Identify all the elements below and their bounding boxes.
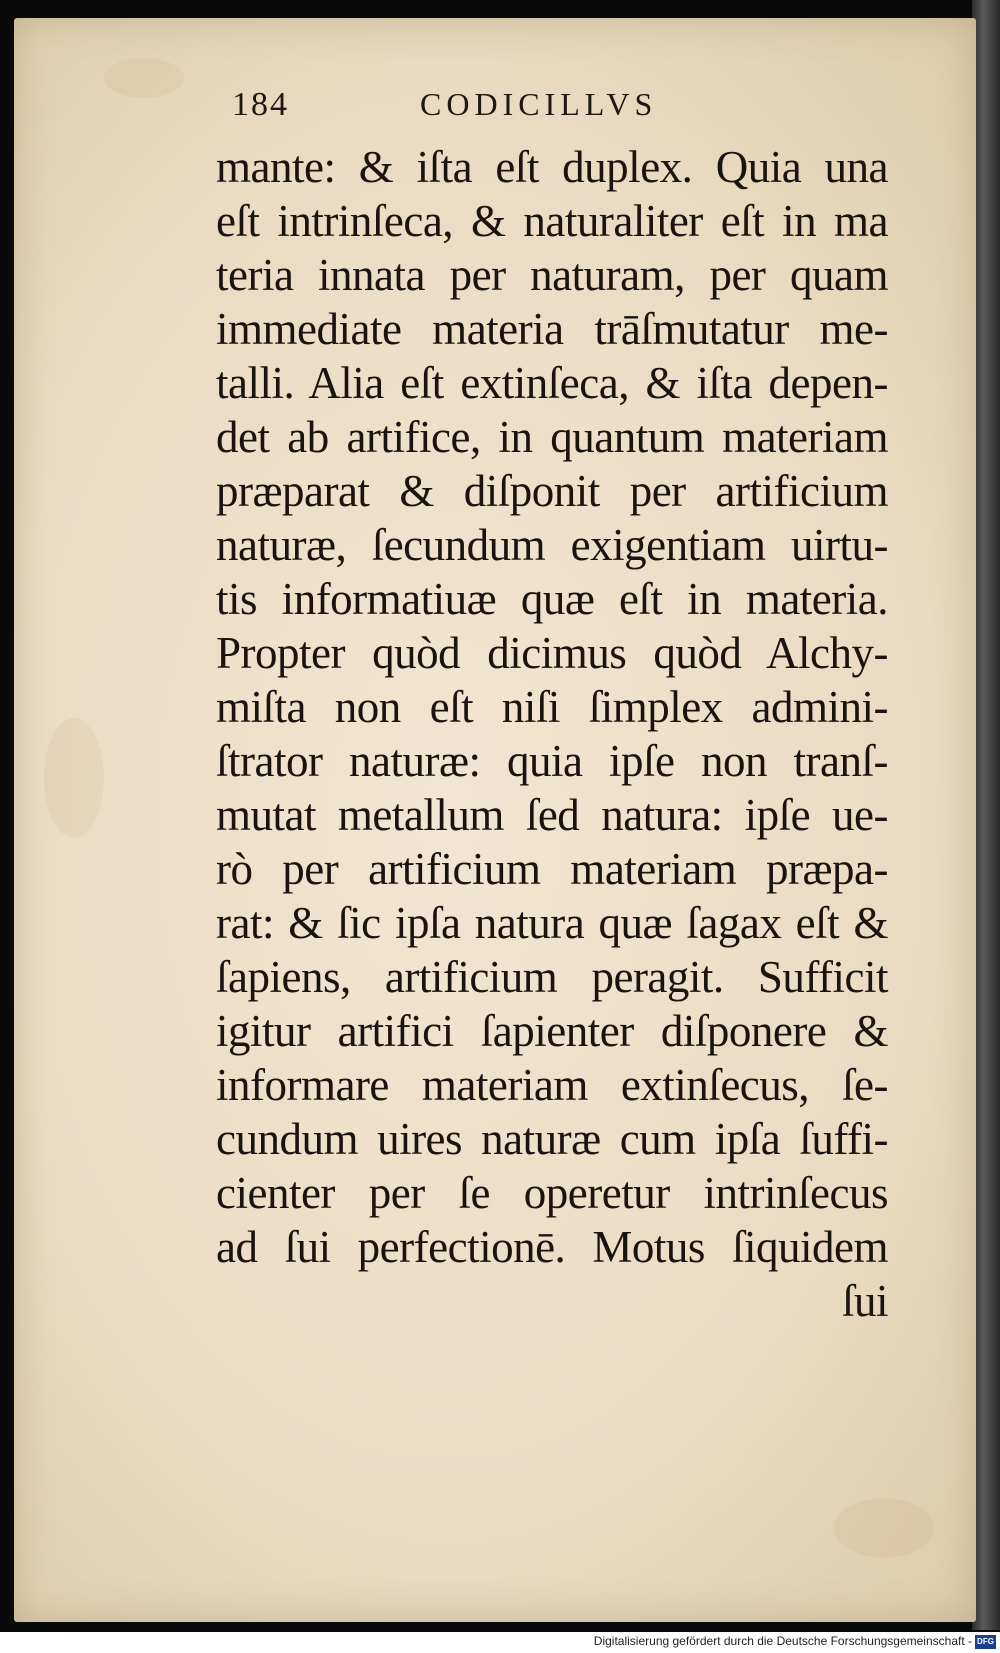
paper-stain bbox=[44, 718, 104, 838]
dfg-logo-icon: DFG bbox=[975, 1635, 996, 1649]
text-line: ad ſui perfectionē. Motus ſiquidem bbox=[216, 1222, 888, 1272]
paper-stain bbox=[834, 1498, 934, 1558]
footer-credit: Digitalisierung gefördert durch die Deutsche Forschungsgemeinschaft - bbox=[593, 1634, 972, 1648]
text-line: ſtrator naturæ: quia ipſe non tranſ- bbox=[216, 736, 888, 786]
text-line: mante: & iſta eſt duplex. Quia una bbox=[216, 142, 888, 192]
text-line: naturæ, ſecundum exigentiam uirtu- bbox=[216, 520, 888, 570]
page-header bbox=[232, 78, 932, 138]
text-line: eſt intrinſeca, & naturaliter eſt in ma bbox=[216, 196, 888, 246]
text-line: informare materiam extinſecus, ſe- bbox=[216, 1060, 888, 1110]
running-head: CODICILLVS bbox=[420, 86, 658, 122]
text-line: rat: & ſic ipſa natura quæ ſagax eſt & bbox=[216, 898, 888, 948]
text-line: ſapiens, artificium peragit. Sufficit bbox=[216, 952, 888, 1002]
text-line: cienter per ſe operetur intrinſecus bbox=[216, 1168, 888, 1218]
text-line: rò per artificium materiam præpa- bbox=[216, 844, 888, 894]
text-line: Propter quòd dicimus quòd Alchy- bbox=[216, 628, 888, 678]
paper-stain bbox=[104, 58, 184, 98]
text-line: præparat & diſponit per artificium bbox=[216, 466, 888, 516]
text-line: tis informatiuæ quæ eſt in materia. bbox=[216, 574, 888, 624]
text-line: immediate materia trāſmutatur me- bbox=[216, 304, 888, 354]
page-number: 184 bbox=[232, 86, 289, 123]
body-text bbox=[216, 140, 888, 1328]
text-line: teria innata per naturam, per quam bbox=[216, 250, 888, 300]
text-line: mutat metallum ſed natura: ipſe ue- bbox=[216, 790, 888, 840]
text-line: det ab artifice, in quantum materiam bbox=[216, 412, 888, 462]
text-line: igitur artifici ſapienter diſponere & bbox=[216, 1006, 888, 1056]
footer-bar bbox=[0, 1632, 1000, 1653]
page-edge bbox=[972, 0, 1000, 1630]
text-line: miſta non eſt niſi ſimplex admini- bbox=[216, 682, 888, 732]
text-line: cundum uires naturæ cum ipſa ſuffi- bbox=[216, 1114, 888, 1164]
catchword: ſui bbox=[841, 1276, 888, 1326]
text-line: talli. Alia eſt extinſeca, & iſta depen- bbox=[216, 358, 888, 408]
